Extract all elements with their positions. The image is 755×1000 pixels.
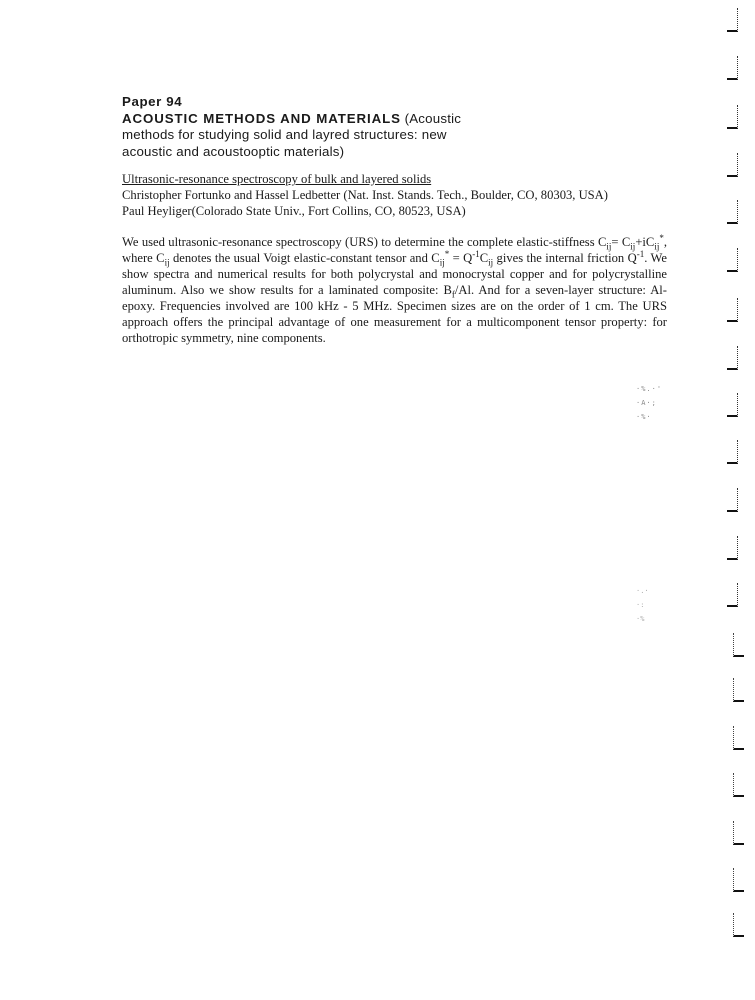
author-line: Christopher Fortunko and Hassel Ledbetter (Nat. Inst. Stands. Tech., Boulder, CO, 80303, USA) — [122, 188, 608, 202]
superscript: -1 — [472, 248, 480, 259]
smudge-line: ·: — [636, 601, 645, 609]
abstract-text: C — [479, 251, 489, 265]
binding-mark — [727, 536, 738, 560]
binding-mark — [733, 678, 744, 702]
binding-mark — [733, 913, 744, 937]
smudge-line: ·%· — [636, 413, 652, 421]
binding-mark — [727, 346, 738, 370]
abstract-text: denotes the usual Voigt elastic-constant tensor and C — [169, 251, 440, 265]
binding-mark — [727, 105, 738, 129]
subscript: ij — [164, 257, 170, 268]
superscript: * — [659, 232, 664, 243]
scan-smudge — [636, 382, 666, 424]
abstract-text: We used ultrasonic-resonance spectroscopy (URS) to determine the complete elastic-stiffness C — [122, 235, 607, 249]
session-heading — [122, 94, 467, 160]
binding-mark — [727, 8, 738, 32]
paper-title: Ultrasonic-resonance spectroscopy of bulk and layered solids — [122, 172, 432, 186]
abstract-text: /Al. And for a seven-layer structure: Al-epoxy. Frequencies involved are 100 kHz - 5 MHz. Specimen sizes are on the order of 1 cm. The URS approach offers the principal advantage of one measurement for a multicomponent tensor property: for orthotropic symmetry, nine components. — [122, 283, 667, 345]
abstract-text: . We show spectra and numerical results for both polycrystal and monocrystal copper and for polycrystalline aluminum. Also we show results for a laminated composite: B — [122, 251, 668, 297]
abstract-text: , where C — [122, 235, 667, 265]
binding-mark — [727, 488, 738, 512]
binding-mark — [727, 56, 738, 80]
smudge-line: ·.· — [636, 587, 649, 595]
paper-number: Paper 94 — [122, 94, 183, 109]
author-list — [122, 187, 608, 219]
subscript: ij — [606, 241, 612, 252]
subscript: ij — [488, 257, 494, 268]
smudge-line: ·%.·' — [636, 385, 663, 393]
binding-mark — [727, 393, 738, 417]
session-subtitle: (Acoustic methods for studying solid and layred structures: new acoustic and acoustooptic materials) — [122, 110, 462, 159]
abstract-text: = C — [611, 235, 631, 249]
binding-mark — [727, 440, 738, 464]
binding-mark — [727, 153, 738, 177]
binding-mark — [727, 200, 738, 224]
binding-mark — [733, 773, 744, 797]
subscript: ij — [654, 241, 660, 252]
superscript: * — [444, 248, 450, 259]
author-line: Paul Heyliger(Colorado State Univ., Fort Collins, CO, 80523, USA) — [122, 204, 466, 218]
abstract-text: = Q — [449, 251, 473, 265]
abstract — [122, 234, 667, 346]
binding-mark — [733, 633, 744, 657]
scan-smudge — [636, 584, 666, 626]
binding-mark — [727, 298, 738, 322]
binding-mark — [727, 583, 738, 607]
abstract-text: +iC — [635, 235, 655, 249]
binding-mark — [727, 248, 738, 272]
binding-mark — [733, 868, 744, 892]
subscript: f — [451, 289, 455, 300]
session-title: ACOUSTIC METHODS AND MATERIALS — [122, 110, 401, 126]
subscript: ij — [630, 241, 636, 252]
binding-mark — [733, 821, 744, 845]
subscript: ij — [439, 257, 445, 268]
binding-mark — [733, 726, 744, 750]
smudge-line: ·A·; — [636, 399, 657, 407]
superscript: -1 — [636, 248, 645, 259]
smudge-line: ·% — [636, 615, 645, 623]
abstract-text: gives the internal friction Q — [493, 251, 637, 265]
